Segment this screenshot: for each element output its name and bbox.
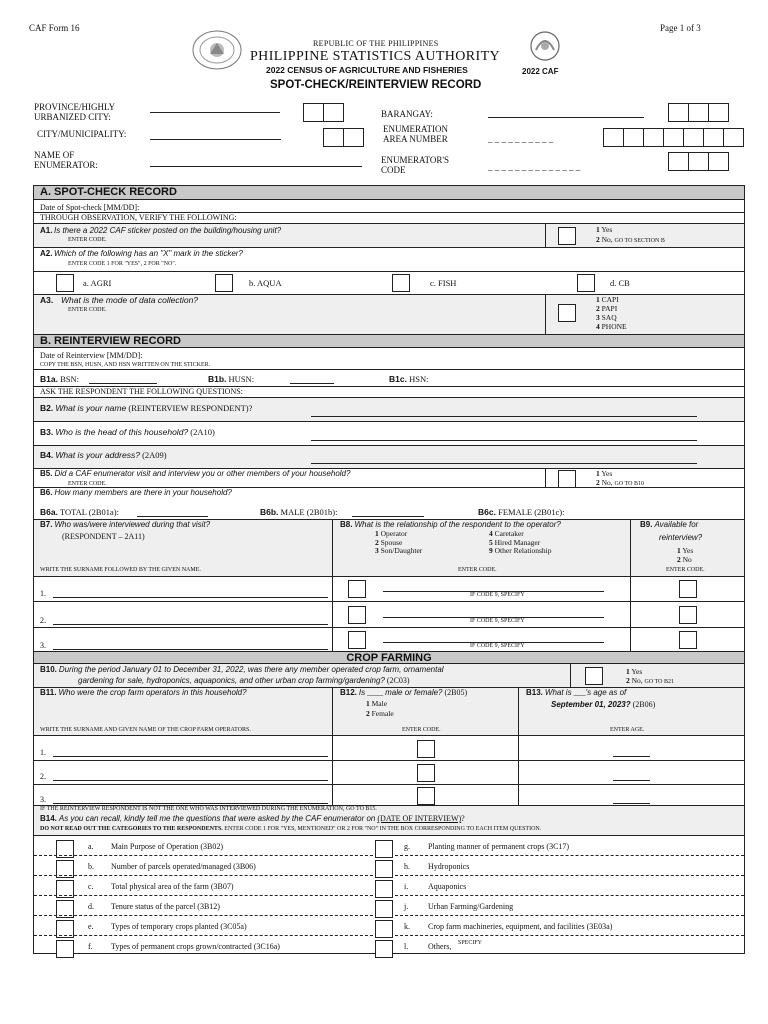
b1b-label: B1b. HUSN:	[208, 374, 255, 384]
city-code-boxes[interactable]	[323, 128, 363, 147]
b14-left-item-6-box[interactable]	[56, 940, 74, 958]
b8-question: B8. What is the relationship of the respondent to the operator?	[340, 520, 561, 529]
b14-left-item-2-label: Number of parcels operated/managed (3B06)	[111, 862, 256, 871]
ea-dashes: _ _ _ _ _ _ _ _ _ _	[488, 134, 554, 144]
b14-left-item-5-label: Types of temporary crops planted (3C05a)	[111, 922, 247, 931]
b11-instruction: WRITE THE SURNAME AND GIVEN NAME OF THE CROP FARM OPERATORS.	[40, 727, 251, 733]
b9-row-1-box[interactable]	[679, 580, 697, 598]
b14-left-item-4-label: Tenure status of the parcel (3B12)	[111, 902, 220, 911]
b1a-label: B1a. BSN:	[40, 374, 79, 384]
a2-agri-label: a. AGRI	[83, 278, 112, 288]
enumerator-input-line[interactable]	[150, 166, 362, 167]
enumerator-code-label: ENUMERATOR'S CODE	[381, 155, 449, 175]
b4-question: B4. What is your address? (2A09)	[40, 450, 167, 460]
psa-logo	[190, 28, 244, 72]
b7-row-2-name[interactable]	[53, 624, 328, 625]
b13-row-3-age[interactable]	[613, 803, 650, 804]
enumerator-label: NAME OF ENUMERATOR:	[34, 150, 98, 170]
city-label: CITY/MUNICIPALITY:	[37, 129, 127, 139]
b14-right-item-3-label: Aquaponics	[428, 882, 467, 891]
b14-left-item-1-label: Main Purpose of Operation (3B02)	[111, 842, 223, 851]
ea-code-boxes[interactable]	[603, 128, 743, 147]
republic-text: REPUBLIC OF THE PHILIPPINES	[313, 39, 439, 48]
b11-row-1-number: 1.	[40, 748, 46, 757]
b14-left-item-6-label: Types of permanent crops grown/contracted (3C16a)	[111, 942, 280, 951]
barangay-label: BARANGAY:	[381, 109, 433, 119]
b7-row-2-number: 2.	[40, 616, 46, 625]
b14-right-item-6-key: l.	[404, 942, 409, 951]
b14-left-item-3-label: Total physical area of the farm (3B07)	[111, 882, 234, 891]
b6c-label: B6c. FEMALE (2B01c):	[478, 507, 565, 517]
b7-row-3-name[interactable]	[53, 649, 328, 650]
province-input-line[interactable]	[150, 112, 280, 113]
b6a-input-line[interactable]	[137, 516, 208, 517]
verify-instruction: THROUGH OBSERVATION, VERIFY THE FOLLOWING:	[40, 213, 237, 222]
a3-enter-code: ENTER CODE.	[68, 307, 107, 313]
page-number: Page 1 of 3	[660, 23, 701, 33]
b14-right-item-4-key: j.	[404, 902, 409, 911]
barangay-input-line[interactable]	[488, 117, 644, 118]
b6b-input-line[interactable]	[352, 516, 424, 517]
barangay-code-boxes[interactable]	[668, 103, 728, 122]
b14-right-item-4-label: Urban Farming/Gardening	[428, 902, 514, 911]
agency-name: PHILIPPINE STATISTICS AUTHORITY	[250, 49, 501, 64]
enum-code-dashes: _ _ _ _ _ _ _ _ _ _ _ _ _ _	[488, 162, 581, 172]
b12-row-3-box[interactable]	[417, 787, 435, 805]
b14-right-item-5-box[interactable]	[375, 920, 393, 938]
a3-code-box[interactable]	[558, 304, 576, 322]
b7-instruction: WRITE THE SURNAME FOLLOWED BY THE GIVEN NAME.	[40, 567, 201, 573]
b14-right-item-6-box[interactable]	[375, 940, 393, 958]
a2-aqua-label: b. AQUA	[249, 278, 282, 288]
b7-row-1-name[interactable]	[53, 597, 328, 598]
province-code-boxes[interactable]	[303, 103, 343, 122]
b14-right-item-2-key: h.	[404, 862, 410, 871]
province-label: PROVINCE/HIGHLY URBANIZED CITY:	[34, 102, 115, 122]
b7-row-3-number: 3.	[40, 641, 46, 650]
b8-row-1-specify: IF CODE 9, SPECIFY	[470, 592, 525, 598]
a3-question: What is the mode of data collection?	[61, 295, 199, 305]
husn-input-line[interactable]	[290, 383, 334, 384]
b3-input-line[interactable]	[311, 440, 697, 441]
enumerator-code-boxes[interactable]	[668, 152, 728, 171]
b14-left-item-3-key: c.	[88, 882, 94, 891]
b12-question: B12. Is ____ male or female? (2B05)	[340, 688, 468, 697]
b8-row-2-specify: IF CODE 9, SPECIFY	[470, 618, 525, 624]
b11-row-2-name[interactable]	[53, 780, 328, 781]
b14-left-item-6-key: f.	[88, 942, 93, 951]
b2-question: B2. What is your name (REINTERVIEW RESPONDENT)?	[40, 403, 253, 413]
b10-question: B10. During the period January 01 to December 31, 2022, was there any member operated crop farm, ornamental	[40, 665, 444, 674]
b14-right-item-1-box[interactable]	[375, 840, 393, 858]
bsn-input-line[interactable]	[89, 383, 157, 384]
b6a-label: B6a. TOTAL (2B01a):	[40, 507, 119, 517]
ea-label: ENUMERATION AREA NUMBER	[383, 124, 448, 144]
form-id: CAF Form 16	[29, 23, 80, 33]
a2-aqua-box[interactable]	[215, 274, 233, 292]
b14-right-item-6-label: Others,	[428, 942, 452, 951]
b14-left-item-2-key: b.	[88, 862, 94, 871]
crop-farming-header: CROP FARMING	[33, 651, 745, 664]
b9-question-2: reinterview?	[659, 533, 703, 542]
b14-right-item-5-key: k.	[404, 922, 410, 931]
b13-question: B13. What is ___'s age as of	[526, 688, 627, 697]
section-a-header: A. SPOT-CHECK RECORD	[33, 185, 745, 200]
a2-number: A2.	[40, 249, 53, 258]
b8-instruction: ENTER CODE.	[458, 567, 497, 573]
b7-question: B7. Who was/were interviewed during that visit?	[40, 520, 211, 529]
b11-row-3-name[interactable]	[53, 803, 328, 804]
b14-left-item-5-key: e.	[88, 922, 94, 931]
others-specify: SPECIFY	[458, 940, 483, 946]
b3-question: B3. Who is the head of this household? (2A10)	[40, 427, 215, 437]
b9-instruction: ENTER CODE.	[666, 567, 705, 573]
b13-row-2-age[interactable]	[613, 780, 650, 781]
b11-row-2-number: 2.	[40, 772, 46, 781]
b14-right-item-2-label: Hydroponics	[428, 862, 470, 871]
a2-fish-label: c. FISH	[430, 278, 457, 288]
b9-row-3-box[interactable]	[679, 631, 697, 649]
b10-question-2: gardening for sale, hydroponics, aquaponics, and other urban crop farming/gardening? (2C03)	[78, 676, 410, 685]
b11-row-3-number: 3.	[40, 795, 46, 804]
b5-question: B5. Did a CAF enumerator visit and interview you or other members of your household?	[40, 469, 351, 478]
b5-code-box[interactable]	[558, 470, 576, 488]
ask-instruction: ASK THE RESPONDENT THE FOLLOWING QUESTIONS:	[40, 387, 243, 396]
a2-instruction: ENTER CODE 1 FOR "YES", 2 FOR "NO".	[68, 261, 177, 267]
b8-row-1-box[interactable]	[348, 580, 366, 598]
a1-code-box[interactable]	[558, 227, 576, 245]
b10-code-box[interactable]	[585, 667, 603, 685]
caf-logo-label: 2022 CAF	[522, 67, 559, 76]
census-name: 2022 CENSUS OF AGRICULTURE AND FISHERIES	[266, 65, 468, 75]
b14-instruction: DO NOT READ OUT THE CATEGORIES TO THE RESPONDENTS. ENTER CODE 1 FOR "YES, MENTIONED" OR 2 FOR "NO" IN THE BOX CORRESPONDING TO EACH ITEM QUESTION.	[40, 826, 542, 832]
b6b-label: B6b. MALE (2B01b):	[260, 507, 338, 517]
a2-cb-box[interactable]	[577, 274, 595, 292]
b11-row-1-name[interactable]	[53, 756, 328, 757]
a2-question: Which of the following has an "X" mark in the sticker?	[54, 249, 243, 258]
copy-instruction: COPY THE BSN, HUSN, AND HSN WRITTEN ON THE STICKER.	[40, 362, 211, 368]
b4-input-line[interactable]	[311, 463, 697, 464]
b13-instruction: ENTER AGE.	[610, 727, 645, 733]
a2-fish-box[interactable]	[392, 274, 410, 292]
b1c-label: B1c. HSN:	[389, 374, 429, 384]
b8-options-right: 4 Caretaker 5 Hired Manager 9 Other Relationship	[489, 529, 552, 556]
b6-question: B6. How many members are there in your household?	[40, 488, 232, 497]
form-title: SPOT-CHECK/REINTERVIEW RECORD	[270, 79, 482, 91]
b14-right-item-2-box[interactable]	[375, 860, 393, 878]
b8-options-left: 1 Operator 2 Spouse 3 Son/Daughter	[375, 529, 423, 556]
b8-row-2-box[interactable]	[348, 606, 366, 624]
b15-note: IF THE REINTERVIEW RESPONDENT IS NOT THE ONE WHO WAS INTERVIEWED DURING THE ENUMERATION, GO TO B15.	[40, 806, 377, 812]
b5-enter-code: ENTER CODE.	[68, 481, 107, 487]
a2-cb-label: d. CB	[610, 278, 630, 288]
b12-row-2-box[interactable]	[417, 764, 435, 782]
b13-row-1-age[interactable]	[613, 756, 650, 757]
reinterview-date-label: Date of Reinterview [MM/DD]:	[40, 351, 143, 360]
a1-option-yes: 1 Yes	[596, 225, 613, 234]
a1-enter-code: ENTER CODE.	[68, 237, 107, 243]
b7-ref: (RESPONDENT – 2A11)	[62, 532, 145, 541]
b8-row-3-box[interactable]	[348, 631, 366, 649]
b14-right-item-3-box[interactable]	[375, 880, 393, 898]
b12-row-1-box[interactable]	[417, 740, 435, 758]
b12-instruction: ENTER CODE.	[402, 727, 441, 733]
b14-right-item-3-key: i.	[404, 882, 409, 891]
b9-question: B9. Available for	[640, 520, 699, 529]
section-b-header: B. REINTERVIEW RECORD	[33, 334, 745, 348]
b12-options: 1 Male 2 Female	[366, 699, 394, 718]
b5-option-no: 2 No, GO TO B10	[596, 478, 644, 487]
city-input-line[interactable]	[150, 139, 281, 140]
b5-option-yes: 1 Yes	[596, 469, 613, 478]
a3-number: A3.	[40, 295, 54, 305]
b9-options: 1 Yes 2 No	[677, 546, 694, 564]
a2-agri-box[interactable]	[56, 274, 74, 292]
b14-right-item-1-key: g.	[404, 842, 410, 851]
b7-row-1-number: 1.	[40, 589, 46, 598]
b14-right-item-4-box[interactable]	[375, 900, 393, 918]
spot-check-date-label: Date of Spot-check [MM/DD]:	[40, 203, 140, 212]
b10-option-yes: 1 Yes	[626, 667, 643, 676]
b2-input-line[interactable]	[311, 416, 697, 417]
b8-row-3-specify: IF CODE 9, SPECIFY	[470, 643, 525, 649]
b14-right-item-1-label: Planting manner of permanent crops (3C17)	[428, 842, 570, 851]
b14-right-item-5-label: Crop farm machineries, equipment, and facilities (3E03a)	[428, 922, 613, 931]
a1-question: Is there a 2022 CAF sticker posted on the building/housing unit?	[54, 226, 282, 235]
a1-number: A1.	[40, 226, 53, 235]
a3-options: 1 CAPI 2 PAPI 3 SAQ 4 PHONE	[596, 295, 627, 331]
b9-row-2-box[interactable]	[679, 606, 697, 624]
b14-left-item-1-key: a.	[88, 842, 94, 851]
caf-2022-logo	[526, 28, 564, 68]
b14-left-item-4-key: d.	[88, 902, 94, 911]
a1-option-no: 2 No, GO TO SECTION B	[596, 235, 665, 244]
b14-question: B14. As you can recall, kindly tell me the questions that were asked by the CAF enumerator on (DATE OF INTERVIEW)?	[40, 814, 465, 823]
b13-question-2: September 01, 2023? (2B06)	[551, 700, 656, 709]
b10-option-no: 2 No, GO TO B21	[626, 676, 674, 685]
b11-question: B11. Who were the crop farm operators in this household?	[40, 688, 247, 697]
